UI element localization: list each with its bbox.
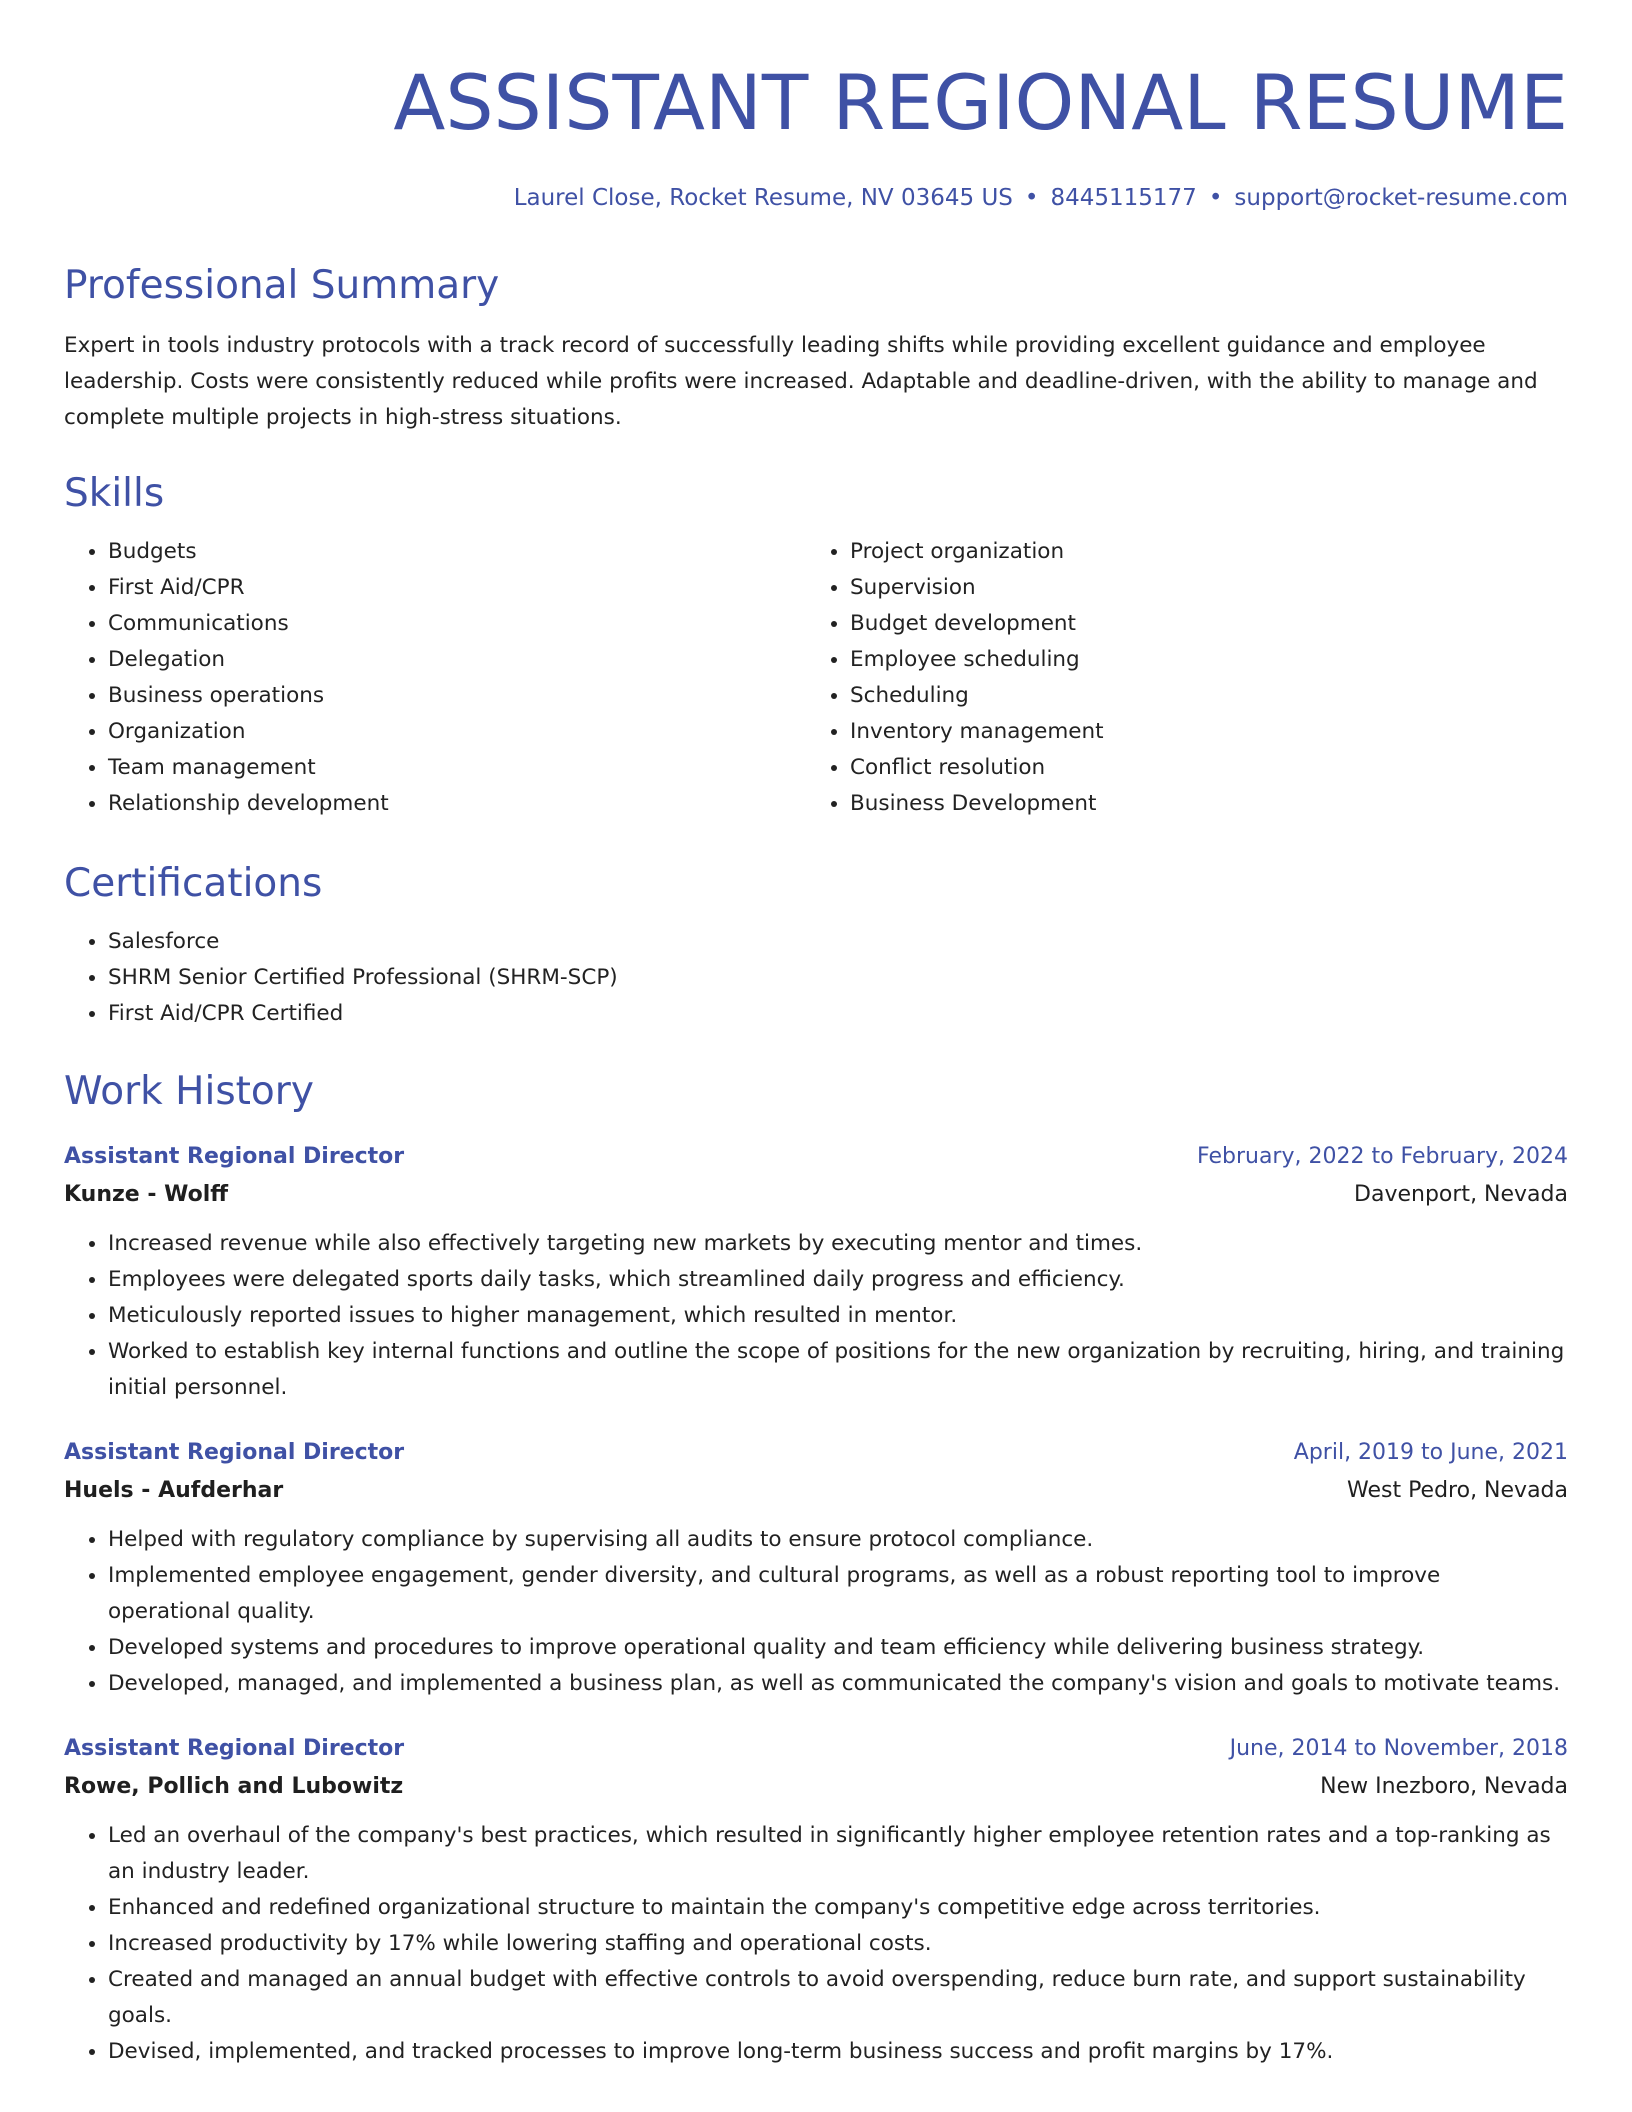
job-bullet: • Meticulously reported issues to higher management, which resulted in mentor. [108, 1298, 1568, 1334]
section-title-skills: Skills [64, 471, 165, 516]
job-dates: February, 2022 to February, 2024 [1197, 1144, 1568, 1169]
job-bullet: • Led an overhaul of the company's best practices, which resulted in significantly higher employee retention rates and a top-ranking as an industry leader. [108, 1818, 1568, 1890]
certification-item: • First Aid/CPR Certified [108, 996, 1568, 1032]
certification-item: • Salesforce [108, 924, 1568, 960]
skill-item: • Budgets [108, 534, 806, 570]
job-location: Davenport, Nevada [1354, 1182, 1568, 1207]
professional-summary-section [64, 262, 1568, 436]
skill-item: • Relationship development [108, 786, 806, 822]
job-bullet: • Implemented employee engagement, gender diversity, and cultural programs, as well as a robust reporting tool to improve operational quality. [108, 1558, 1568, 1630]
job-bullets [64, 1226, 1568, 1406]
skill-item: • Inventory management [850, 714, 1548, 750]
skill-item: • Employee scheduling [850, 642, 1548, 678]
skill-item: • Conflict resolution [850, 750, 1548, 786]
job-entry [64, 1730, 1568, 2070]
contact-line [514, 182, 1568, 214]
job-entry [64, 1434, 1568, 1702]
job-bullet: • Devised, implemented, and tracked processes to improve long-term business success and profit margins by 17%. [108, 2034, 1568, 2070]
skill-item: • Supervision [850, 570, 1548, 606]
job-location: West Pedro, Nevada [1346, 1478, 1568, 1503]
job-company: Rowe, Pollich and Lubowitz [64, 1774, 404, 1799]
separator-dot: • [1208, 185, 1223, 211]
resume-page [64, 0, 1568, 2064]
job-dates: April, 2019 to June, 2021 [1293, 1440, 1568, 1465]
section-title-certifications: Certifications [64, 861, 323, 906]
job-bullet: • Helped with regulatory compliance by supervising all audits to ensure protocol compliance. [108, 1522, 1568, 1558]
job-company: Kunze - Wolff [64, 1182, 229, 1207]
job-title: Assistant Regional Director [64, 1440, 405, 1465]
skill-item: • Budget development [850, 606, 1548, 642]
job-bullet: • Developed, managed, and implemented a business plan, as well as communicated the company's vision and goals to motivate teams. [108, 1666, 1568, 1702]
job-bullet: • Enhanced and redefined organizational structure to maintain the company's competitive edge across territories. [108, 1890, 1568, 1926]
skill-item: • Delegation [108, 642, 806, 678]
job-location: New Inezboro, Nevada [1320, 1774, 1568, 1799]
summary-text: Expert in tools industry protocols with a track record of successfully leading shifts while providing excellent guidance and employee leadership. Costs were consistently reduced while profits were increased. Adaptable and deadline-driven, with the ability to manage and complete multiple projects in high-stress situations. [64, 333, 1538, 430]
skills-list-right [806, 534, 1548, 822]
job-title: Assistant Regional Director [64, 1736, 405, 1761]
skills-list-left [64, 534, 806, 822]
email-link[interactable]: support@rocket-resume.com [1234, 185, 1568, 211]
skill-item: • Project organization [850, 534, 1548, 570]
job-bullet: • Increased revenue while also effectively targeting new markets by executing mentor and times. [108, 1226, 1568, 1262]
separator-dot: • [1024, 185, 1039, 211]
skill-item: • Scheduling [850, 678, 1548, 714]
certifications-list [64, 924, 1568, 1032]
address: Laurel Close, Rocket Resume, NV 03645 US [513, 185, 1013, 211]
job-bullets [64, 1522, 1568, 1702]
job-bullet: • Worked to establish key internal functions and outline the scope of positions for the new organization by recruiting, hiring, and training initial personnel. [108, 1334, 1568, 1406]
skill-item: • First Aid/CPR [108, 570, 806, 606]
skills-section [64, 470, 1568, 822]
job-bullets [64, 1818, 1568, 2070]
section-title-summary: Professional Summary [64, 263, 500, 308]
job-bullet: • Developed systems and procedures to improve operational quality and team efficiency while delivering business strategy. [108, 1630, 1568, 1666]
section-title-work-history: Work History [64, 1069, 314, 1114]
job-title: Assistant Regional Director [64, 1144, 405, 1169]
skill-item: • Organization [108, 714, 806, 750]
certifications-section [64, 860, 1568, 1032]
job-bullet: • Employees were delegated sports daily tasks, which streamlined daily progress and efficiency. [108, 1262, 1568, 1298]
skill-item: • Business Development [850, 786, 1548, 822]
phone: 8445115177 [1050, 185, 1197, 211]
job-bullet: • Increased productivity by 17% while lowering staffing and operational costs. [108, 1926, 1568, 1962]
job-dates: June, 2014 to November, 2018 [1229, 1736, 1568, 1761]
work-history-section [64, 1068, 1568, 2070]
skill-item: • Team management [108, 750, 806, 786]
certification-item: • SHRM Senior Certified Professional (SHRM-SCP) [108, 960, 1568, 996]
resume-name: ASSISTANT REGIONAL RESUME [393, 58, 1568, 147]
job-entry [64, 1138, 1568, 1406]
job-bullet: • Created and managed an annual budget with effective controls to avoid overspending, reduce burn rate, and support sustainability goals. [108, 1962, 1568, 2034]
job-company: Huels - Aufderhar [64, 1478, 284, 1503]
skill-item: • Business operations [108, 678, 806, 714]
skill-item: • Communications [108, 606, 806, 642]
